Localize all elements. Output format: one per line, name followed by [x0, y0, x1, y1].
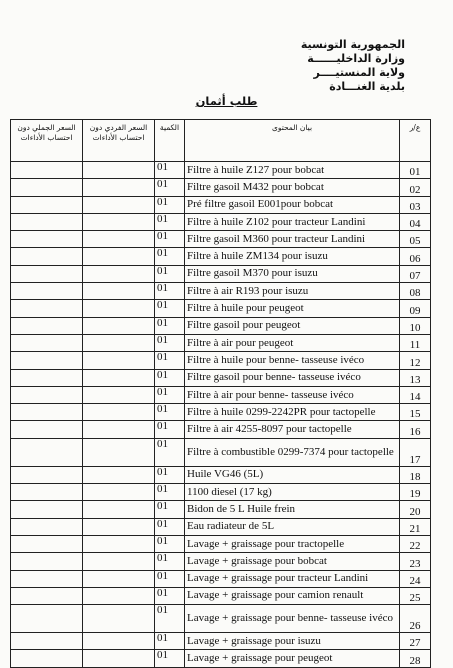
- cell-qty: 01: [155, 633, 185, 650]
- table-row: [11, 231, 431, 248]
- cell-desc: Filtre à huile Z102 pour tracteur Landini: [185, 213, 400, 230]
- cell-total: [11, 466, 83, 483]
- cell-num: 03: [400, 196, 431, 213]
- cell-desc: Bidon de 5 L Huile frein: [185, 501, 400, 518]
- cell-qty: 01: [155, 265, 185, 282]
- table-row: [11, 162, 431, 179]
- cell-qty: 01: [155, 352, 185, 369]
- cell-qty: 01: [155, 466, 185, 483]
- cell-desc: Lavage + graissage pour tracteur Landini: [185, 570, 400, 587]
- cell-num: 02: [400, 179, 431, 196]
- cell-num: 14: [400, 386, 431, 403]
- cell-total: [11, 421, 83, 438]
- cell-num: 12: [400, 352, 431, 369]
- cell-qty: 01: [155, 518, 185, 535]
- cell-unit-price: [83, 334, 155, 351]
- cell-qty: 01: [155, 570, 185, 587]
- col-header-qty: الكمية: [155, 120, 185, 162]
- cell-total: [11, 231, 83, 248]
- col-header-num: ع/ر: [400, 120, 431, 162]
- cell-qty: 01: [155, 231, 185, 248]
- cell-total: [11, 300, 83, 317]
- cell-desc: Filtre gasoil pour peugeot: [185, 317, 400, 334]
- cell-qty: 01: [155, 369, 185, 386]
- cell-desc: Huile VG46 (5L): [185, 466, 400, 483]
- cell-unit-price: [83, 283, 155, 300]
- cell-qty: 01: [155, 605, 185, 633]
- cell-qty: 01: [155, 553, 185, 570]
- cell-unit-price: [83, 518, 155, 535]
- table-row: [11, 605, 431, 633]
- cell-qty: 01: [155, 438, 185, 466]
- table-row: [11, 213, 431, 230]
- cell-unit-price: [83, 421, 155, 438]
- cell-total: [11, 518, 83, 535]
- cell-total: [11, 179, 83, 196]
- cell-num: 25: [400, 587, 431, 604]
- letterhead-line: وزارة الداخليــــــة: [307, 52, 405, 65]
- cell-num: 10: [400, 317, 431, 334]
- table-row: [11, 484, 431, 501]
- cell-unit-price: [83, 300, 155, 317]
- cell-num: 05: [400, 231, 431, 248]
- cell-qty: 01: [155, 501, 185, 518]
- cell-unit-price: [83, 213, 155, 230]
- cell-unit-price: [83, 650, 155, 667]
- table-row: [11, 179, 431, 196]
- cell-unit-price: [83, 248, 155, 265]
- cell-total: [11, 317, 83, 334]
- cell-unit-price: [83, 162, 155, 179]
- cell-qty: 01: [155, 386, 185, 403]
- cell-desc: Lavage + graissage pour tractopelle: [185, 535, 400, 552]
- cell-num: 11: [400, 334, 431, 351]
- cell-num: 28: [400, 650, 431, 667]
- cell-num: 20: [400, 501, 431, 518]
- cell-unit-price: [83, 404, 155, 421]
- cell-desc: Filtre à air pour benne- tasseuse ivéco: [185, 386, 400, 403]
- cell-num: 16: [400, 421, 431, 438]
- cell-desc: Lavage + graissage pour peugeot: [185, 650, 400, 667]
- cell-total: [11, 352, 83, 369]
- col-header-total: السعر الجملي دون احتساب الأداءات: [11, 120, 83, 162]
- table-row: [11, 518, 431, 535]
- cell-total: [11, 633, 83, 650]
- cell-desc: Filtre à air R193 pour isuzu: [185, 283, 400, 300]
- document-title: طلب أثمان: [195, 94, 258, 108]
- cell-total: [11, 501, 83, 518]
- cell-num: 07: [400, 265, 431, 282]
- cell-num: 04: [400, 213, 431, 230]
- cell-desc: Filtre à huile pour benne- tasseuse ivéco: [185, 352, 400, 369]
- table-row: [11, 587, 431, 604]
- cell-desc: Filtre gasoil M432 pour bobcat: [185, 179, 400, 196]
- cell-desc: Filtre à huile 0299-2242PR pour tactopelle: [185, 404, 400, 421]
- cell-unit-price: [83, 466, 155, 483]
- cell-unit-price: [83, 438, 155, 466]
- cell-unit-price: [83, 587, 155, 604]
- cell-unit-price: [83, 553, 155, 570]
- cell-total: [11, 535, 83, 552]
- table-row: [11, 404, 431, 421]
- cell-num: 21: [400, 518, 431, 535]
- cell-desc: Filtre à air 4255-8097 pour tactopelle: [185, 421, 400, 438]
- table-row: [11, 317, 431, 334]
- cell-qty: 01: [155, 300, 185, 317]
- cell-total: [11, 196, 83, 213]
- cell-unit-price: [83, 570, 155, 587]
- table-row: [11, 421, 431, 438]
- cell-qty: 01: [155, 421, 185, 438]
- cell-unit-price: [83, 179, 155, 196]
- cell-total: [11, 265, 83, 282]
- cell-desc: Lavage + graissage pour camion renault: [185, 587, 400, 604]
- cell-qty: 01: [155, 334, 185, 351]
- table-row: [11, 352, 431, 369]
- cell-unit-price: [83, 386, 155, 403]
- table-row: [11, 300, 431, 317]
- cell-num: 01: [400, 162, 431, 179]
- cell-desc: Filtre à air pour peugeot: [185, 334, 400, 351]
- letterhead-line: بلدية الغنـــادة: [329, 80, 405, 93]
- table-row: [11, 633, 431, 650]
- cell-qty: 01: [155, 213, 185, 230]
- cell-qty: 01: [155, 484, 185, 501]
- letterhead-line: ولاية المنستيــــر: [313, 66, 405, 79]
- cell-num: 17: [400, 438, 431, 466]
- cell-qty: 01: [155, 535, 185, 552]
- cell-total: [11, 386, 83, 403]
- cell-num: 27: [400, 633, 431, 650]
- cell-unit-price: [83, 501, 155, 518]
- table-row: [11, 535, 431, 552]
- letterhead-line: الجمهورية التونسية: [300, 38, 405, 51]
- table-row: [11, 466, 431, 483]
- cell-num: 08: [400, 283, 431, 300]
- table-row: [11, 334, 431, 351]
- cell-num: 15: [400, 404, 431, 421]
- cell-desc: Eau radiateur de 5L: [185, 518, 400, 535]
- cell-total: [11, 248, 83, 265]
- price-request-table: [10, 119, 431, 668]
- table-row: [11, 196, 431, 213]
- cell-unit-price: [83, 369, 155, 386]
- cell-num: 13: [400, 369, 431, 386]
- cell-qty: 01: [155, 317, 185, 334]
- cell-desc: Filtre gasoil M370 pour isuzu: [185, 265, 400, 282]
- cell-num: 19: [400, 484, 431, 501]
- table-row: [11, 369, 431, 386]
- cell-qty: 01: [155, 162, 185, 179]
- cell-desc: 1100 diesel (17 kg): [185, 484, 400, 501]
- cell-num: 22: [400, 535, 431, 552]
- cell-total: [11, 587, 83, 604]
- table-row: [11, 650, 431, 667]
- cell-total: [11, 484, 83, 501]
- cell-unit-price: [83, 231, 155, 248]
- table-row: [11, 438, 431, 466]
- cell-total: [11, 283, 83, 300]
- table-row: [11, 386, 431, 403]
- cell-qty: 01: [155, 248, 185, 265]
- cell-unit-price: [83, 484, 155, 501]
- cell-desc: Lavage + graissage pour bobcat: [185, 553, 400, 570]
- cell-unit-price: [83, 317, 155, 334]
- cell-unit-price: [83, 196, 155, 213]
- cell-total: [11, 369, 83, 386]
- col-header-desc: بيان المحتوى: [185, 120, 400, 162]
- cell-total: [11, 570, 83, 587]
- table-row: [11, 248, 431, 265]
- cell-desc: Filtre gasoil pour benne- tasseuse ivéco: [185, 369, 400, 386]
- cell-total: [11, 605, 83, 633]
- cell-num: 24: [400, 570, 431, 587]
- table-body: [11, 162, 431, 668]
- cell-unit-price: [83, 352, 155, 369]
- cell-total: [11, 553, 83, 570]
- table-row: [11, 570, 431, 587]
- cell-qty: 01: [155, 196, 185, 213]
- cell-qty: 01: [155, 650, 185, 667]
- letterhead: [301, 38, 405, 94]
- table-row: [11, 501, 431, 518]
- cell-num: 09: [400, 300, 431, 317]
- cell-total: [11, 650, 83, 667]
- cell-num: 06: [400, 248, 431, 265]
- cell-unit-price: [83, 535, 155, 552]
- cell-unit-price: [83, 265, 155, 282]
- cell-desc: Filtre à huile pour peugeot: [185, 300, 400, 317]
- cell-total: [11, 162, 83, 179]
- cell-qty: 01: [155, 283, 185, 300]
- cell-total: [11, 334, 83, 351]
- cell-total: [11, 438, 83, 466]
- cell-num: 18: [400, 466, 431, 483]
- table-row: [11, 553, 431, 570]
- cell-desc: Filtre à combustible 0299-7374 pour tactopelle: [185, 438, 400, 466]
- table-header-row: [11, 120, 431, 162]
- cell-total: [11, 213, 83, 230]
- cell-qty: 01: [155, 404, 185, 421]
- cell-num: 26: [400, 605, 431, 633]
- table-row: [11, 283, 431, 300]
- table-row: [11, 265, 431, 282]
- cell-desc: Pré filtre gasoil E001pour bobcat: [185, 196, 400, 213]
- cell-desc: Lavage + graissage pour benne- tasseuse ivéco: [185, 605, 400, 633]
- cell-desc: Lavage + graissage pour isuzu: [185, 633, 400, 650]
- cell-qty: 01: [155, 179, 185, 196]
- cell-unit-price: [83, 605, 155, 633]
- cell-desc: Filtre gasoil M360 pour tracteur Landini: [185, 231, 400, 248]
- cell-num: 23: [400, 553, 431, 570]
- col-header-unit-price: السعر الفردي دون احتساب الأداءات: [83, 120, 155, 162]
- cell-desc: Filtre à huile ZM134 pour isuzu: [185, 248, 400, 265]
- cell-qty: 01: [155, 587, 185, 604]
- cell-total: [11, 404, 83, 421]
- cell-unit-price: [83, 633, 155, 650]
- cell-desc: Filtre à huile Z127 pour bobcat: [185, 162, 400, 179]
